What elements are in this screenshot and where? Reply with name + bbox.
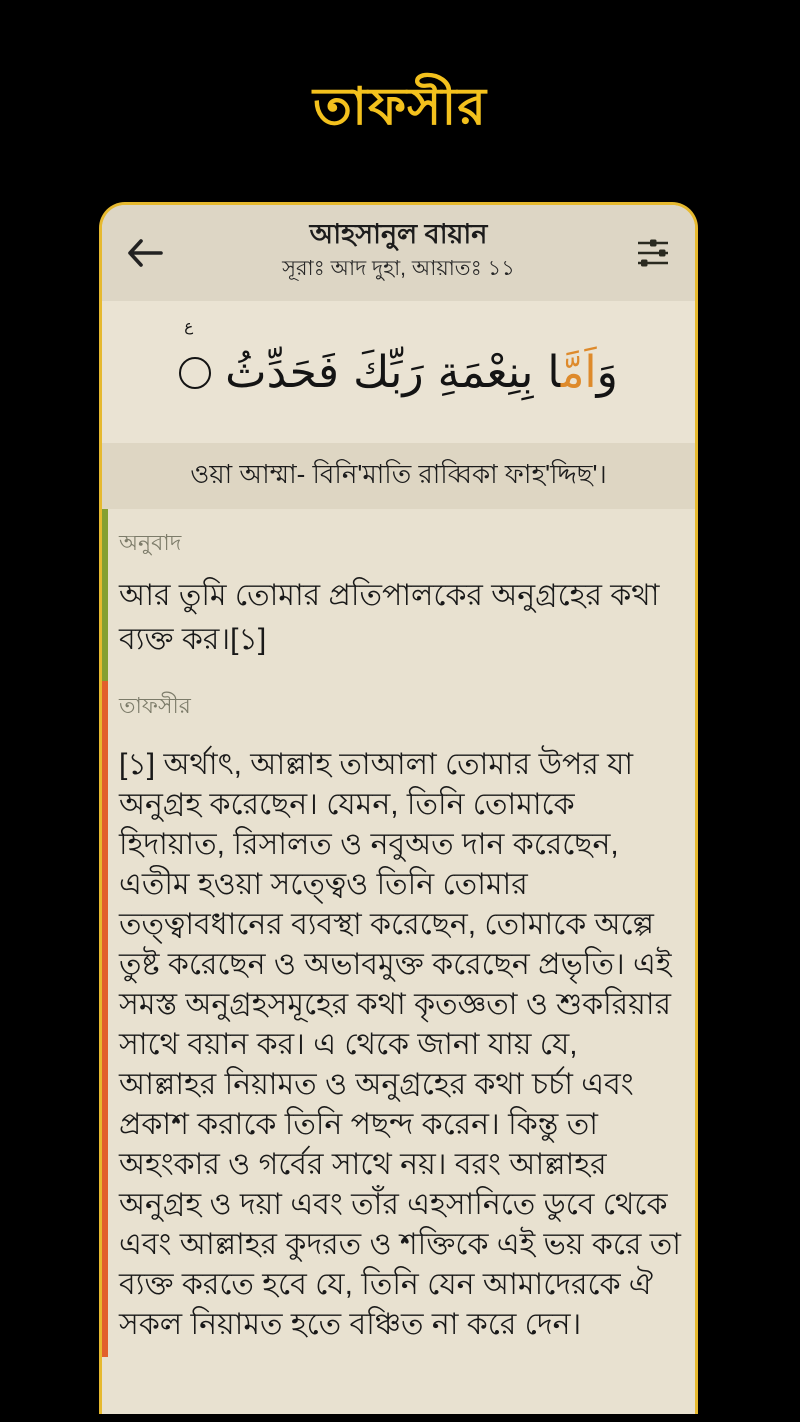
back-button[interactable] (124, 235, 168, 271)
arabic-verse-panel (102, 301, 695, 443)
transliteration-text: ওয়া আম্মা- বিনি'মাতি রাব্বিকা ফাহ'দ্দিছ'। (190, 459, 607, 489)
translation-accent-bar (102, 509, 108, 681)
tafsir-card (99, 202, 698, 1422)
transliteration-band (102, 443, 695, 509)
translation-section-label: অনুবাদ (119, 530, 182, 555)
ruku-mark: ع (184, 316, 194, 335)
surah-ayah-subtitle: সূরাঃ আদ দুহা, আয়াতঃ ১১ (282, 257, 515, 280)
card-header (102, 205, 695, 301)
tafsir-section-label: তাফসীর (119, 693, 191, 718)
tafsir-book-title: আহসানুল বায়ান (309, 219, 488, 249)
bottom-system-bar (0, 1414, 800, 1422)
tafsir-accent-bar (102, 681, 108, 1357)
translation-text: আর তুমি তোমার প্রতিপালকের অনুগ্রহের কথা ব্যক্ত কর।[১] (119, 579, 660, 656)
settings-button[interactable] (635, 237, 675, 269)
end-of-ayah-circle (179, 357, 211, 389)
back-arrow-icon (124, 236, 168, 270)
arabic-verse-text (179, 316, 618, 398)
sliders-tune-icon (635, 238, 675, 268)
scroll-content[interactable] (102, 509, 695, 1422)
arabic-tajweed-highlight: اَمَّ (560, 346, 597, 398)
arabic-verse-start: وَ (596, 346, 618, 398)
arabic-verse-end: ا بِنِعْمَةِ رَبِّكَ فَحَدِّثُ (225, 346, 561, 398)
page-title: তাফসীর (313, 78, 487, 136)
tafsir-text: [১] অর্থাৎ, আল্লাহ তাআলা তোমার উপর যা অনুগ্রহ করেছেন। যেমন, তিনি তোমাকে হিদায়াত, রিসালত ও নবুঅত দান করেছেন, এতীম হওয়া সত্ত্বেও তিনি তোমার তত্ত্বাবধানের ব্যবস্থা করেছেন, তোমাকে অল্পে তুষ্ট করেছেন ও অভাবমুক্ত করেছেন প্রভৃতি। এই সমস্ত অনুগ্রহসমূহের কথা কৃতজ্ঞতা ও শুকরিয়ার সাথে বয়ান কর। এ থেকে জানা যায় যে, আল্লাহর নিয়ামত ও অনুগ্রহের কথা চর্চা এবং প্রকাশ করাকে তিনি পছন্দ করেন। কিন্তু তা অহংকার ও গর্বের সাথে নয়। বরং আল্লাহর অনুগ্রহ ও দয়া এবং তাঁর এহসানিতে ডুবে থেকে এবং আল্লাহর কুদরত ও শক্তিকে এই ভয় করে তা ব্যক্ত করতে হবে যে, তিনি যেন আমাদেরকে ঐ সকল নিয়ামত হতে বঞ্চিত না করে দেন। (119, 748, 681, 1341)
end-of-ayah-marker (179, 316, 211, 398)
header-text-block (182, 217, 615, 282)
